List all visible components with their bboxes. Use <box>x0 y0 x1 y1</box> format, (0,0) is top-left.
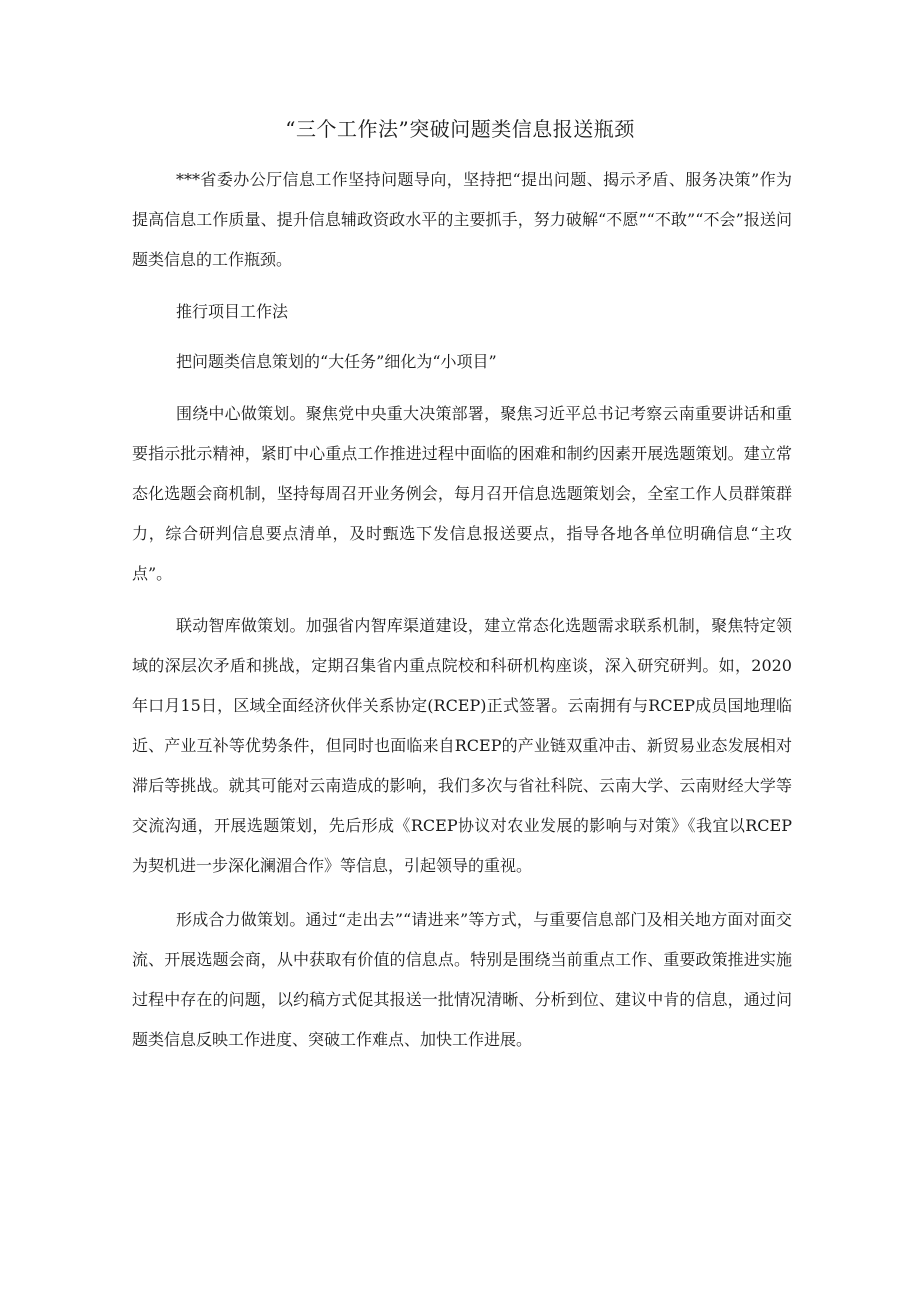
section-heading: 推行项目工作法 <box>176 302 289 321</box>
paragraph-center-planning: 围绕中心做策划。聚焦党中央重大决策部署，聚焦习近平总书记考察云南重要讲话和重要指示批示精神，紧盯中心重点工作推进过程中面临的困难和制约因素开展选题策划。建立常态化选题会商机制，坚持每周召开业务例会，每月召开信息选题策划会，全室工作人员群策群力，综合研判信息要点清单，及时甄选下发信息报送要点，指导各地各单位明确信息“主攻点”。 <box>132 404 792 583</box>
paragraph-intro: ***省委办公厅信息工作坚持问题导向，坚持把“提出问题、揭示矛盾、服务决策”作为提高信息工作质量、提升信息辅政资政水平的主要抓手，努力破解“不愿”“不敢”“不会”报送问题类信息的工作瓶颈。 <box>132 170 792 269</box>
section-subheading: 把问题类信息策划的“大任务”细化为“小项目” <box>176 352 497 371</box>
paragraph-joint-planning: 形成合力做策划。通过“走出去”“请进来”等方式，与重要信息部门及相关地方面对面交流、开展选题会商，从中获取有价值的信息点。特别是围绕当前重点工作、重要政策推进实施过程中存在的问题，以约稿方式促其报送一批情况清晰、分析到位、建议中肯的信息，通过问题类信息反映工作进度、突破工作难点、加快工作进展。 <box>132 910 792 1049</box>
document-title: “三个工作法”突破问题类信息报送瓶颈 <box>285 117 635 141</box>
paragraph-think-tank-planning: 联动智库做策划。加强省内智库渠道建设，建立常态化选题需求联系机制，聚焦特定领域的深层次矛盾和挑战，定期召集省内重点院校和科研机构座谈，深入研究研判。如，2020年口月15日，区域全面经济伙伴关系协定(RCEP)正式签署。云南拥有与RCEP成员国地理临近、产业互补等优势条件，但同时也面临来自RCEP的产业链双重冲击、新贸易业态发展相对滞后等挑战。就其可能对云南造成的影响，我们多次与省社科院、云南大学、云南财经大学等交流沟通，开展选题策划，先后形成《RCEP协议对农业发展的影响与对策》《我宜以RCEP为契机进一步深化澜湄合作》等信息，引起领导的重视。 <box>132 616 792 875</box>
document-body <box>132 160 792 1060</box>
